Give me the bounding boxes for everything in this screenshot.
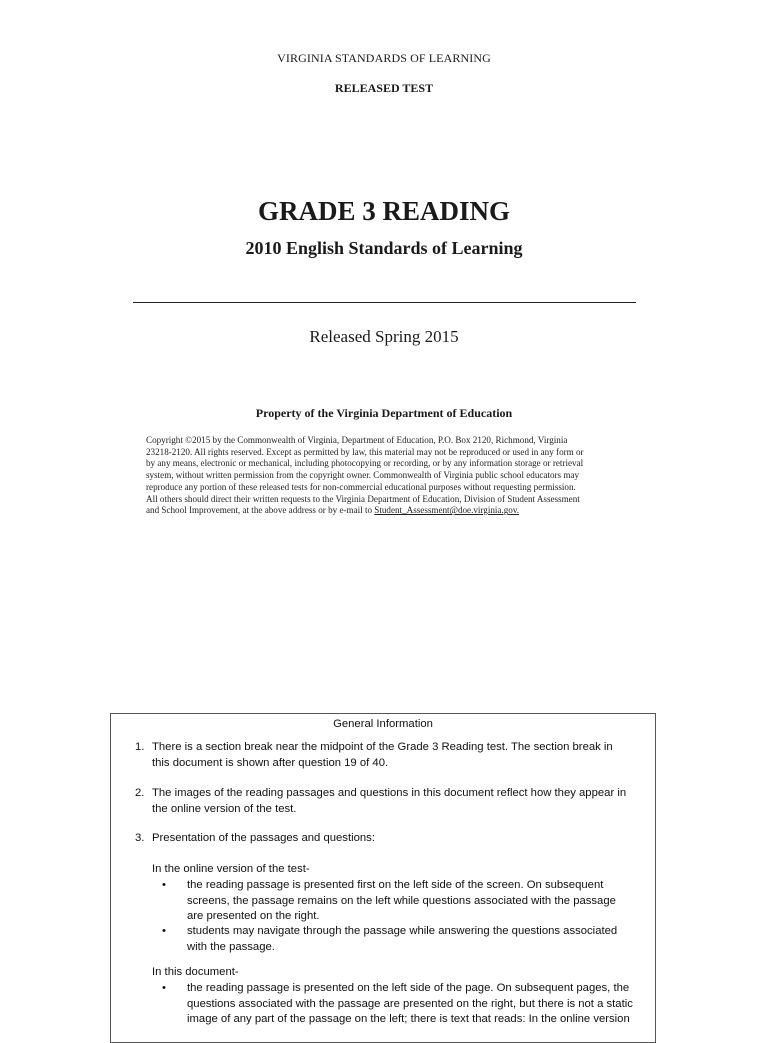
property-notice: Property of the Virginia Department of Education bbox=[255, 406, 513, 420]
header-line-1: VIRGINIA STANDARDS OF LEARNING bbox=[277, 51, 491, 65]
release-date: Released Spring 2015 bbox=[309, 327, 459, 346]
copyright-line: All others should direct their written requests to the Virginia Department of Education, Division of Student Assessment bbox=[146, 493, 580, 504]
copyright-line: by any means, electronic or mechanical, including photocopying or recording, or by any information storage or retrieval bbox=[146, 458, 584, 469]
header-line-2: RELEASED TEST bbox=[334, 81, 434, 95]
document-heading: In this document- bbox=[152, 966, 239, 978]
general-information-box bbox=[110, 713, 656, 1043]
page-subtitle: 2010 English Standards of Learning bbox=[245, 238, 523, 258]
bullet-text-line: the reading passage is presented first on the left side of the screen. On subsequent bbox=[187, 879, 604, 891]
copyright-line: 23218-2120. All rights reserved. Except as permitted by law, this material may not be reproduced or used in any form or bbox=[146, 446, 584, 457]
bullet-text-line: with the passage. bbox=[187, 940, 275, 953]
email-link[interactable]: Student_Assessment@doe.virginia.gov. bbox=[374, 505, 520, 516]
item-number: 2. bbox=[135, 787, 145, 799]
bullet-icon: • bbox=[162, 925, 166, 937]
bullet-text-line: are presented on the right. bbox=[187, 910, 320, 922]
online-version-heading: In the online version of the test- bbox=[152, 863, 310, 875]
bullet-text-line: screens, the passage remains on the left while questions associated with the passage bbox=[187, 894, 616, 907]
item-text-line: this document is shown after question 19 of 40. bbox=[152, 756, 389, 769]
copyright-last-text: and School Improvement, at the above address or by e-mail to bbox=[146, 505, 375, 516]
info-box-title: General Information bbox=[333, 718, 433, 730]
bullet-icon: • bbox=[162, 879, 166, 891]
item-text-line: There is a section break near the midpoint of the Grade 3 Reading test. The section break in bbox=[152, 741, 613, 753]
copyright-line: system, without written permission from the copyright owner. Commonwealth of Virginia public school educators may bbox=[146, 470, 580, 481]
bullet-icon: • bbox=[162, 982, 166, 994]
copyright-line: Copyright ©2015 by the Commonwealth of Virginia, Department of Education, P.O. Box 2120, Richmond, Virginia bbox=[146, 435, 568, 445]
item-text-line: The images of the reading passages and questions in this document reflect how they appear in bbox=[152, 787, 627, 799]
copyright-line bbox=[146, 505, 626, 517]
item-number: 1. bbox=[135, 741, 145, 753]
item-number: 3. bbox=[135, 832, 145, 844]
item-text-line: the online version of the test. bbox=[152, 802, 297, 815]
bullet-text-line: students may navigate through the passage while answering the questions associated bbox=[187, 925, 618, 937]
bullet-text-line: questions associated with the passage are presented on the right, but there is not a static bbox=[187, 997, 633, 1010]
page-title: GRADE 3 READING bbox=[257, 196, 511, 226]
bullet-text-line: the reading passage is presented on the left side of the page. On subsequent pages, the bbox=[187, 982, 630, 994]
copyright-notice bbox=[146, 435, 626, 517]
item-text-line: Presentation of the passages and questions: bbox=[152, 832, 375, 844]
horizontal-rule bbox=[133, 302, 636, 303]
copyright-line: reproduce any portion of these released tests for non-commercial educational purposes without requesting permission. bbox=[146, 481, 576, 492]
bullet-text-line: image of any part of the passage on the left; there is text that reads: In the online version bbox=[187, 1013, 630, 1025]
